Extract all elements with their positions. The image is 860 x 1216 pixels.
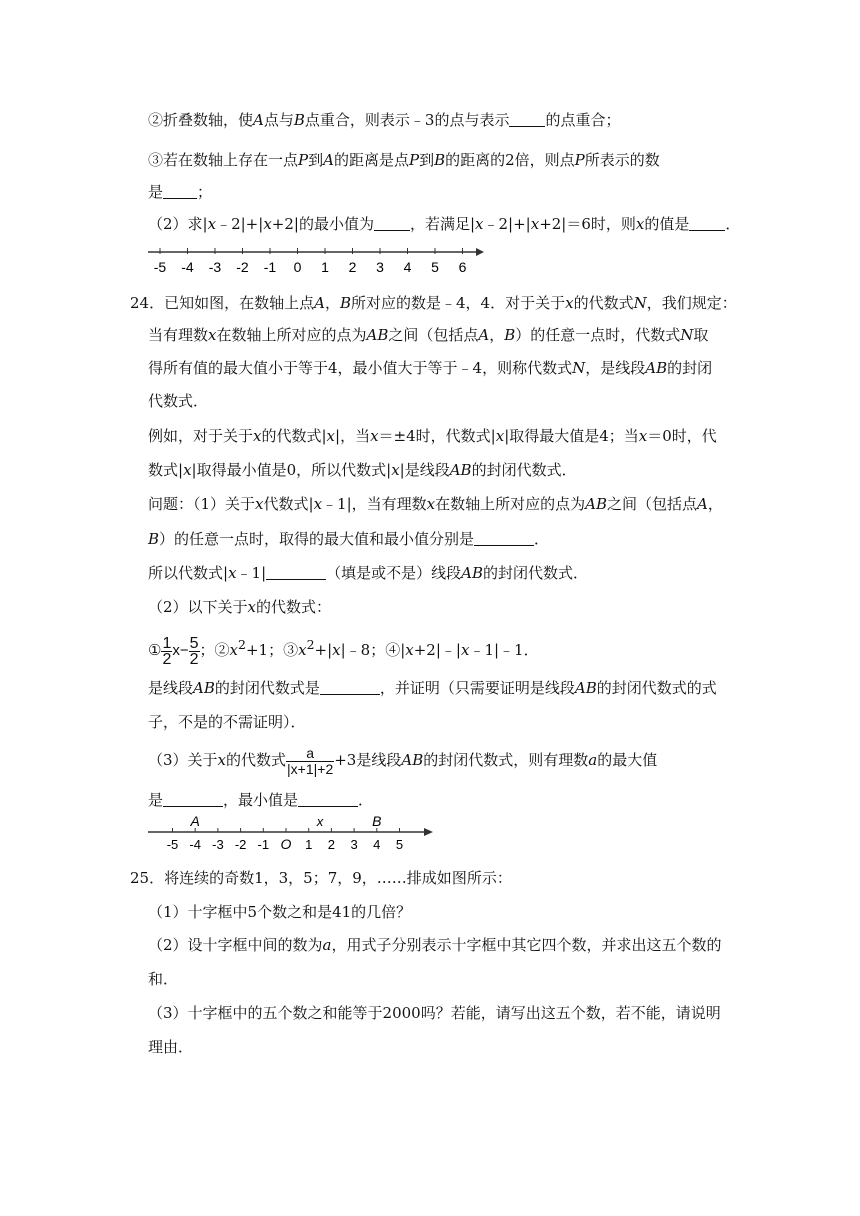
- answer-blank: [689, 216, 725, 231]
- answer-blank: [320, 680, 380, 695]
- q24-line4: 代数式．: [148, 392, 209, 410]
- q23-line-point-p: ③若在数轴上存在一点P到A的距离是点P到B的距离的2倍，则点P所表示的数: [148, 151, 660, 169]
- q24-part3-line1: （3）关于x的代数式 $\frac{a}{|x+1|+2}$ +3是线段AB的封闭代数式，则有理数a的最大值: [148, 744, 658, 777]
- answer-blank: [266, 565, 326, 580]
- q24-expressions: ① $\frac{1}{2}$ x− $\frac{5}{2}$ ；$②x^2+1$；$③x^2+|x|﹣8$；④|x+2|﹣|x﹣1|﹣1．: [148, 634, 539, 668]
- q25-part3-line1: （3）十字框中的五个数之和能等于2000吗？若能，请写出这五个数，若不能，请说明: [148, 1004, 721, 1022]
- point-b-label: B: [372, 814, 382, 829]
- axis-tick-label: 4: [373, 837, 381, 852]
- axis-tick-label: -3: [212, 837, 224, 852]
- axis-tick-label: 4: [403, 259, 412, 275]
- q24-part1-line2: B）的任意一点时，取得的最大值和最小值分别是 ．: [148, 530, 550, 548]
- axis-tick-label: -5: [153, 259, 167, 275]
- q25-part1: （1）十字框中5个数之和是41的几倍？: [148, 903, 412, 921]
- answer-blank: [163, 792, 223, 807]
- axis-tick-label: -4: [181, 259, 194, 275]
- axis-tick-label: 6: [458, 259, 467, 275]
- answer-blank: [509, 112, 545, 127]
- fraction-one-half: $\frac{1}{2}$: [162, 634, 172, 668]
- axis-tick-label: 5: [395, 837, 404, 852]
- axis-tick-label: 2: [348, 259, 357, 275]
- answer-blank: [474, 531, 534, 546]
- q24-part3-line2: 是 ，最小值是 ．: [148, 791, 374, 809]
- q23-line-fold: ②折叠数轴，使A点与B点重合，则表示﹣3的点与表示 的点重合；: [148, 111, 621, 129]
- q24-part1-line3: 所以代数式|x﹣1| （填是或不是）线段AB的封闭代数式．: [148, 564, 589, 582]
- q25-line1: 25．将连续的奇数1，3，5；7，9，……排成如图所示：: [130, 869, 512, 887]
- answer-blank: [298, 792, 358, 807]
- q23-line-answer: 是 ；: [148, 183, 213, 201]
- fraction-five-half: $\frac{5}{2}$: [189, 634, 199, 668]
- q24-example-1: 例如，对于关于x的代数式|x|，当x＝±4时，代数式|x|取得最大值是4；当x＝0时，代: [148, 427, 717, 445]
- axis-tick-label: 2: [327, 837, 336, 852]
- axis-tick-label: 0: [293, 259, 302, 275]
- q24-part2-line3: 是线段AB的封闭代数式是 ，并证明（只需要证明是线段AB的封闭代数式的式: [148, 679, 717, 697]
- q23-part2: （2）求|x﹣2|+|x+2|的最小值为 ，若满足|x﹣2|+|x+2|＝6时，则x的值是 ．: [148, 215, 741, 233]
- q24-part2-line4: 子，不是的不需证明）．: [148, 713, 306, 731]
- axis-tick-label: 1: [321, 259, 329, 275]
- fraction-a-over-abs: $\frac{a}{|x+1|+2}$: [287, 744, 334, 777]
- q24-example-2: 数式|x|取得最小值是0，所以代数式|x|是线段AB的封闭代数式．: [148, 461, 577, 479]
- axis-tick-label: -4: [189, 837, 201, 852]
- q24-line1: 24．已知如图，在数轴上点A，B所对应的数是﹣4，4．对于关于x的代数式N，我们规定：: [130, 294, 737, 312]
- axis-tick-label: -1: [263, 259, 277, 275]
- axis-tick-label: -3: [208, 259, 222, 275]
- number-line-2: [146, 814, 436, 856]
- q25-part3-line2: 理由．: [148, 1038, 194, 1056]
- q24-line3: 得所有值的最大值小于等于4，最小值大于等于﹣4，则称代数式N，是线段AB的封闭: [148, 359, 713, 377]
- point-a-label: A: [190, 814, 200, 829]
- number-line-1: [146, 246, 486, 278]
- axis-tick-label: 1: [305, 837, 313, 852]
- axis-tick-label: -2: [234, 837, 247, 852]
- point-x-label: x: [316, 814, 324, 829]
- answer-blank: [374, 216, 410, 231]
- axis-tick-label: 3: [350, 837, 358, 852]
- q24-part1-line1: 问题：（1）关于x代数式|x﹣1|，当有理数x在数轴上所对应的点为AB之间（包括点A，: [148, 495, 723, 513]
- axis-tick-label: -2: [236, 259, 249, 275]
- axis-origin-label: O: [280, 836, 292, 852]
- axis-tick-label: 3: [376, 259, 384, 275]
- q24-line2: 当有理数x在数轴上所对应的点为AB之间（包括点A，B）的任意一点时，代数式N取: [148, 326, 709, 344]
- axis-tick-label: -5: [166, 837, 179, 852]
- q25-part2-line2: 和．: [148, 970, 179, 988]
- axis-tick-label: 5: [431, 259, 439, 275]
- axis-tick-label: -1: [257, 837, 270, 852]
- answer-blank: [163, 184, 197, 199]
- q24-part2-line1: （2）以下关于x的代数式：: [148, 598, 332, 616]
- q25-part2-line1: （2）设十字框中间的数为a，用式子分别表示十字框中其它四个数，并求出这五个数的: [148, 936, 722, 954]
